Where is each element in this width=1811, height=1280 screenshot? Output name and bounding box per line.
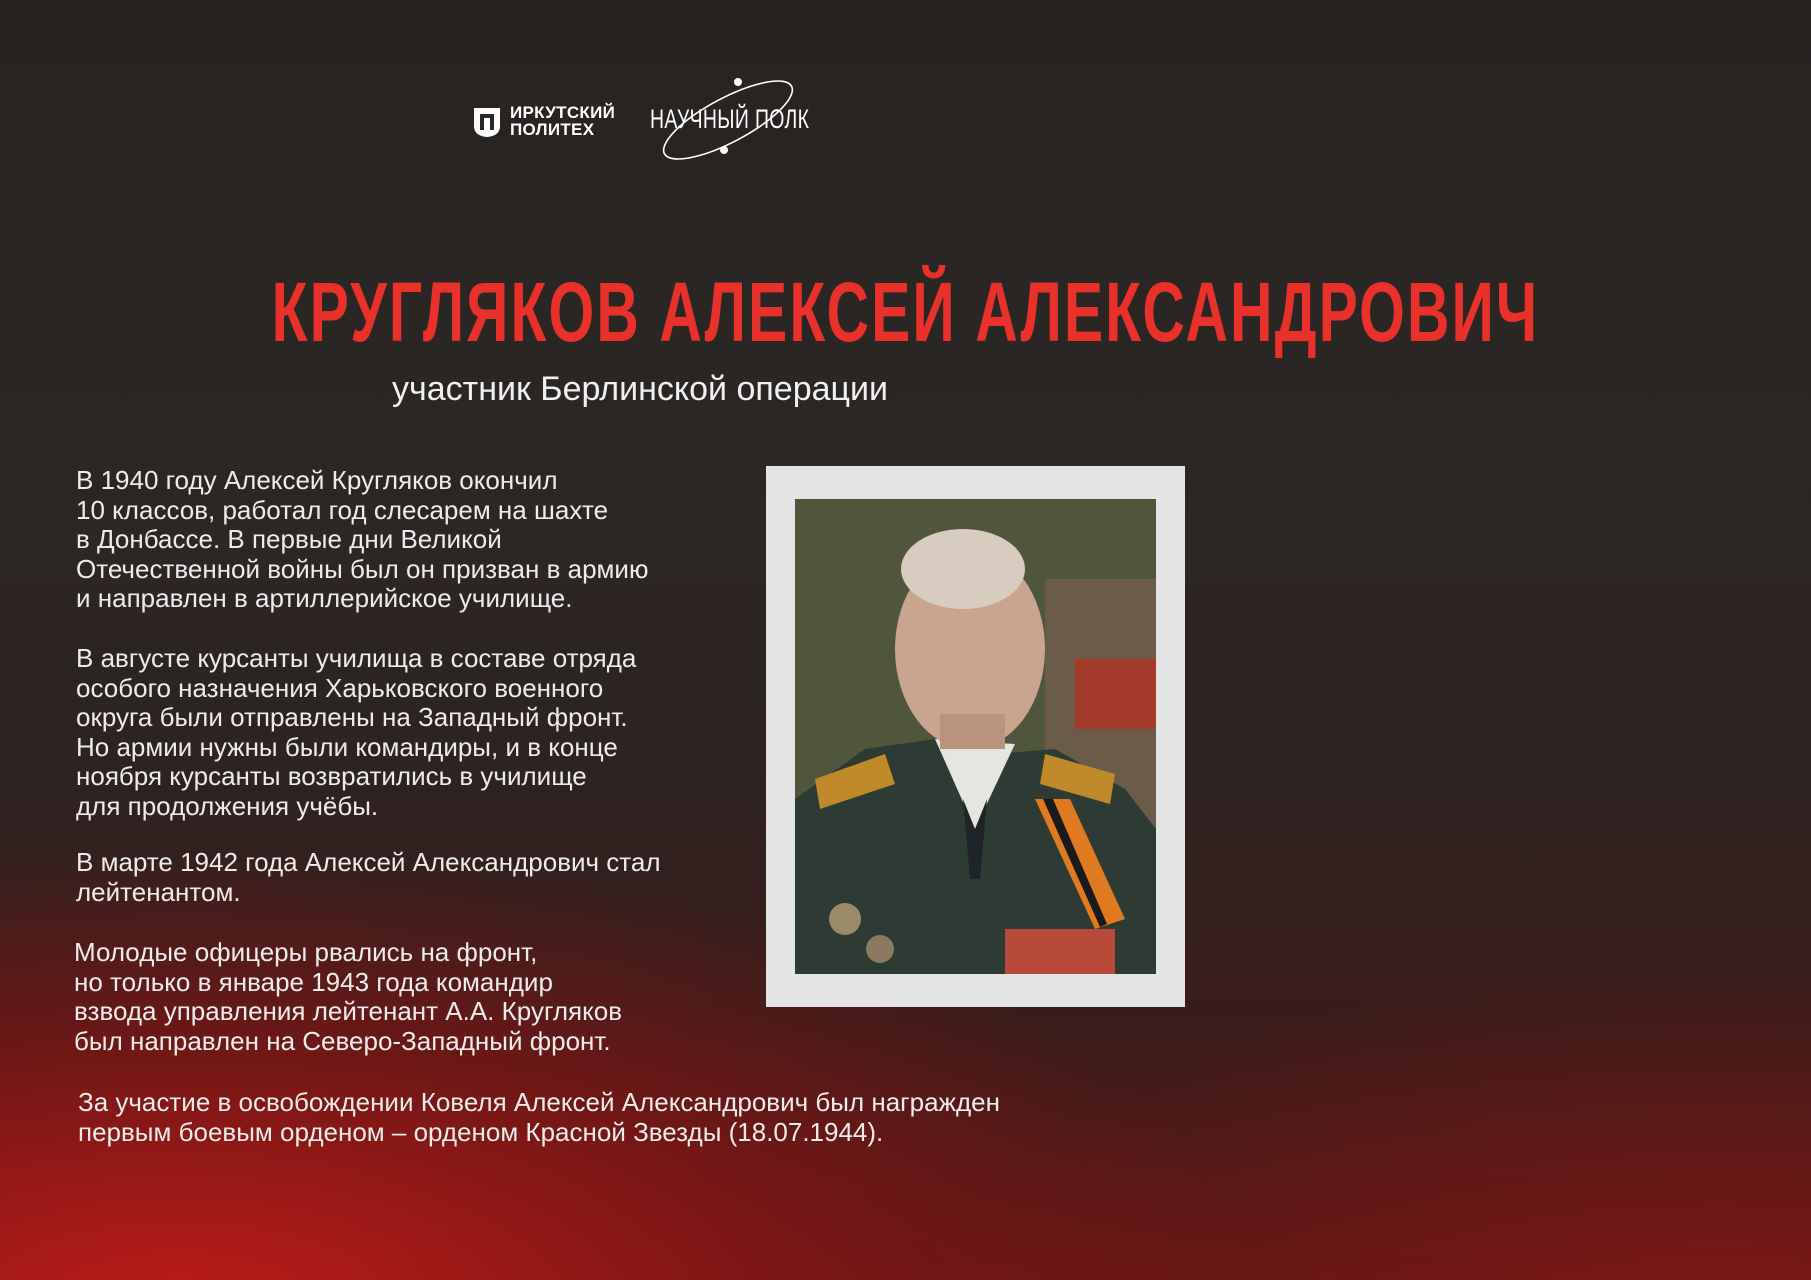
paragraph-5: За участие в освобождении Ковеля Алексей Александрович был награжден первым боевым орденом – орденом Красной Звезды (18.07.1944).	[78, 1087, 1000, 1147]
polytech-line1: ИРКУТСКИЙ	[510, 103, 616, 122]
paragraph-1: В 1940 году Алексей Кругляков окончил 10 классов, работал год слесарем на шахте в Донбассе. В первые дни Великой Отечественной войны был он призван в армию и направлен в артиллерийское училище.	[76, 465, 649, 613]
polytech-logo	[472, 100, 642, 144]
polytech-emblem-icon	[472, 106, 502, 138]
paragraph-3: В марте 1942 года Алексей Александрович стал лейтенантом.	[76, 847, 661, 907]
paragraph-4: Молодые офицеры рвались на фронт, но только в январе 1943 года командир взвода управления лейтенант А.А. Кругляков был направлен на Северо-Западный фронт.	[74, 937, 623, 1056]
title-text: КРУГЛЯКОВ АЛЕКСЕЙ АЛЕКСАНДРОВИЧ	[271, 265, 1540, 359]
person-name-title	[0, 262, 1540, 362]
veteran-portrait-image	[795, 499, 1156, 974]
portrait-photo	[795, 499, 1156, 974]
header-logos	[0, 78, 1280, 178]
paragraph-2: В августе курсанты училища в составе отряда особого назначения Харьковского военного округа были отправлены на Западный фронт. Но армии нужны были командиры, и в конце ноября курсанты возвратились в училище для продолжения учёбы.	[76, 643, 637, 821]
subtitle: участник Берлинской операции	[392, 370, 888, 408]
nauchny-polk-logo	[648, 78, 818, 178]
portrait-frame	[766, 466, 1185, 1007]
nauchny-polk-text: НАУЧНЫЙ ПОЛК	[650, 104, 810, 134]
polytech-logo-text	[510, 104, 615, 138]
polytech-line2: ПОЛИТЕХ	[510, 120, 595, 139]
